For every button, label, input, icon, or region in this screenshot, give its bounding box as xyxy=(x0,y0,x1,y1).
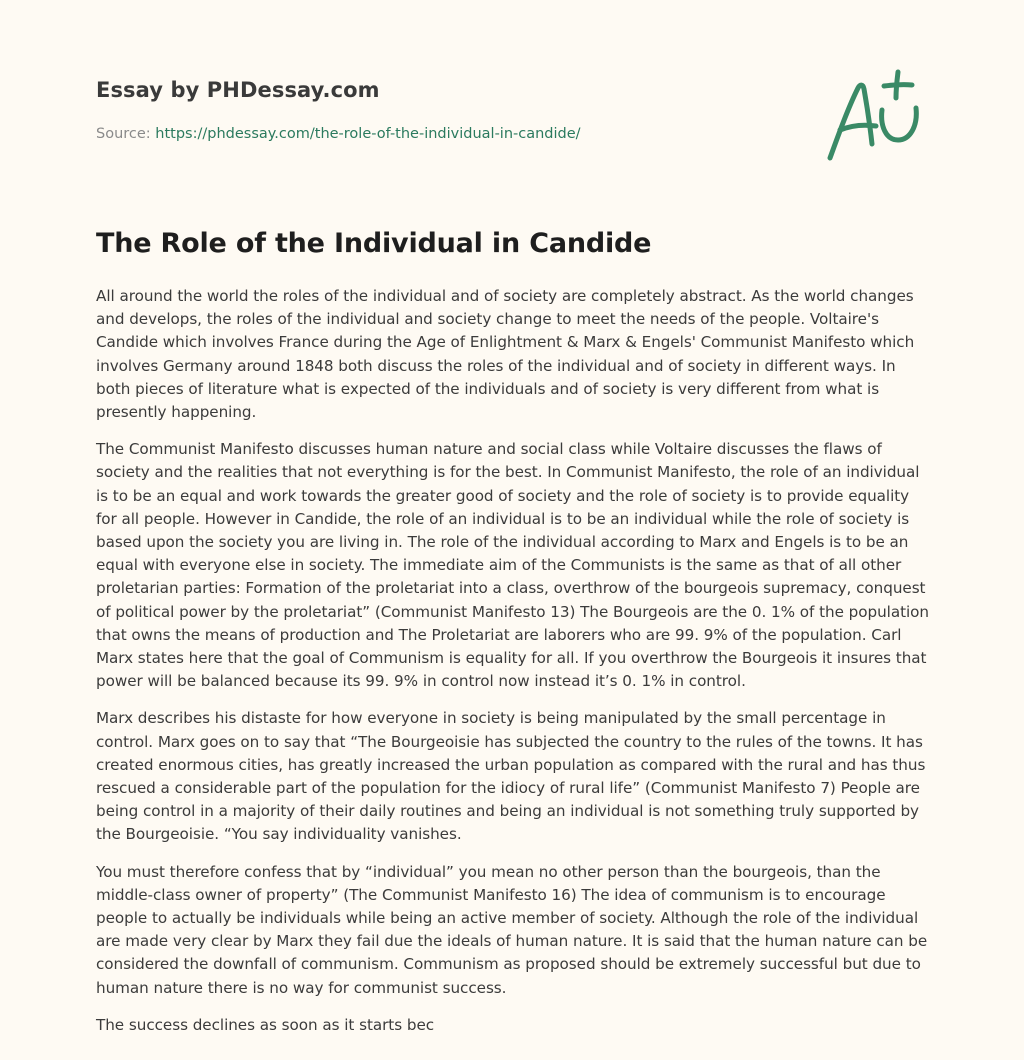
source-link[interactable]: https://phdessay.com/the-role-of-the-individual-in-candide/ xyxy=(155,126,581,142)
paragraph: The success declines as soon as it starts bec xyxy=(96,1015,435,1034)
paragraph: All around the world the roles of the individual and of society are completely abstract. As the world changes and develops, the roles of the individual and society change to meet the needs of the people. Voltaire's Candide which involves France during the Age of Enlightment & Marx & Engels' Communist Manifesto which involves Germany around 1848 both discuss the roles of the individual and of society in different ways. In both pieces of literature what is expected of the individuals and of society is very different from what is presently happening. xyxy=(96,287,915,422)
article-body xyxy=(96,285,930,1051)
paragraph: Marx describes his distaste for how everyone in society is being manipulated by the small percentage in control. Marx goes on to say that “The Bourgeoisie has subjected the country to the rules of the towns. It has created enormous cities, has greatly increased the urban population as compared with the rural and has thus rescued a considerable part of the population for the idiocy of rural life” (Communist Manifesto 7) People are being control in a majority of their daily routines and being an individual is not something truly supported by the Bourgeoisie. “You say individuality vanishes. xyxy=(96,709,926,844)
source-line xyxy=(96,124,796,144)
page-title: The Role of the Individual in Candide xyxy=(96,228,652,259)
paragraph: You must therefore confess that by “individual” you mean no other person than the bourgeois, than the middle-class owner of property” (The Communist Manifesto 16) The idea of communism is to encourage people to actually be individuals while being an active member of society. Although the role of the individual are made very clear by Marx they fail due the ideals of human nature. It is said that the human nature can be considered the downfall of communism. Communism as proposed should be extremely successful but due to human nature there is no way for communist success. xyxy=(96,862,928,997)
page-header xyxy=(96,76,796,144)
paragraph: The Communist Manifesto discusses human nature and social class while Voltaire discusses the flaws of society and the realities that not everything is for the best. In Communist Manifesto, the role of an individual is to be an equal and work towards the greater good of society and the role of society is to provide equality for all people. However in Candide, the role of an individual is to be an individual while the role of society is based upon the society you are living in. The role of the individual according to Marx and Engels is to be an equal with everyone else in society. The immediate aim of the Communists is the same as that of all other proletarian parties: Formation of the proletariat into a class, overthrow of the bourgeois supremacy, conquest of political power by the proletariat” (Communist Manifesto 13) The Bourgeois are the 0. 1% of the population that owns the means of production and The Proletariat are laborers who are 99. 9% of the population. Carl Marx states here that the goal of Communism is equality for all. If you overthrow the Bourgeois it insures that power will be balanced because its 99. 9% in control now instead it’s 0. 1% in control. xyxy=(96,440,929,691)
site-title: Essay by PHDessay.com xyxy=(96,78,380,102)
source-label: Source: xyxy=(96,126,151,142)
a-plus-icon xyxy=(820,66,930,166)
